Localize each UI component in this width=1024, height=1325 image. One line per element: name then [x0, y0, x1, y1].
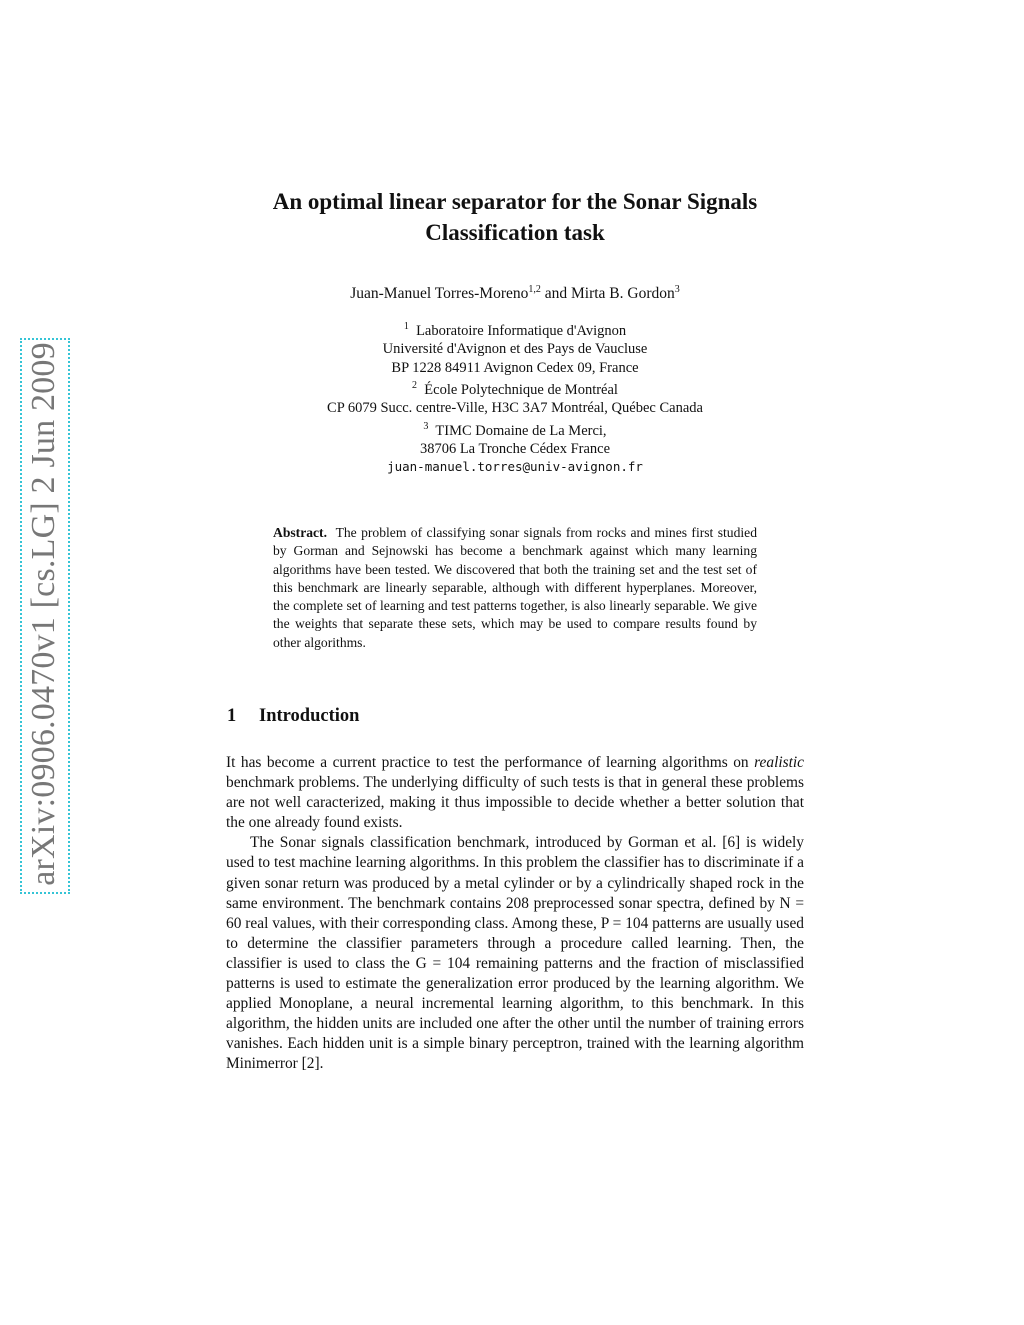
section-title: Introduction	[259, 706, 360, 726]
contact-email[interactable]: juan-manuel.torres@univ-avignon.fr	[387, 459, 643, 475]
author-1-affiliation-marker: 1,2	[528, 284, 541, 295]
affiliation-2-line-2: CP 6079 Succ. centre-Ville, H3C 3A7 Montréal, Québec Canada	[327, 400, 703, 417]
affiliation-1-name: Laboratoire Informatique d'Avignon	[416, 322, 627, 339]
section-number: 1	[227, 706, 237, 726]
abstract-text: The problem of classifying sonar signals from rocks and mines first studied by Gorman and Sejnowski has become a benchmark against which many learning algorithms have been tested. We discovered that both the training set and the test set of this benchmark are linearly separable, although with different hyperplanes. Moreover, the complete set of learning and test patterns together, is also linearly separable. We give the weights that separate these sets, which may be used to compare results found by other algorithms.	[273, 525, 758, 650]
affiliation-2-name: École Polytechnique de Montréal	[424, 381, 618, 398]
affiliation-3-marker: 3	[423, 420, 429, 432]
abstract-label: Abstract.	[273, 525, 327, 540]
body-text	[226, 753, 804, 1075]
affiliations	[200, 318, 830, 477]
arxiv-stamp[interactable]	[20, 338, 70, 894]
paragraph-1-emphasis: realistic	[754, 754, 804, 771]
affiliation-2-marker: 2	[412, 380, 418, 392]
author-2-affiliation-marker: 3	[674, 284, 680, 295]
author-1: Juan-Manuel Torres-Moreno	[350, 285, 529, 303]
title-line-1: An optimal linear separator for the Sonar Signals	[272, 189, 758, 214]
paragraph-1	[226, 753, 804, 833]
affiliation-2-name-line	[200, 377, 830, 399]
affiliation-3-name-line	[200, 418, 830, 440]
affiliation-1-marker: 1	[403, 321, 409, 332]
affiliation-1-name-line	[200, 318, 830, 340]
affiliation-3-name: TIMC Domaine de La Merci,	[435, 422, 607, 439]
arxiv-stamp-text[interactable]: arXiv:0906.0470v1 [cs.LG] 2 Jun 2009	[25, 342, 62, 886]
title-line-2: Classification task	[425, 220, 605, 245]
author-list	[200, 284, 830, 303]
affiliation-1-line-2: Université d'Avignon et des Pays de Vaucluse	[382, 341, 648, 358]
paragraph-1-start: It has become a current practice to test the performance of learning algorithms on	[226, 754, 755, 771]
section-heading	[227, 706, 359, 727]
author-connector: and	[540, 285, 571, 303]
abstract	[273, 524, 757, 652]
paper-title	[200, 186, 830, 248]
author-2: Mirta B. Gordon	[571, 285, 675, 303]
paragraph-1-end: benchmark problems. The underlying difficulty of such tests is that in general these problems are not well caracterized, making it thus impossible to decide whether a better solution that the one already found exists.	[226, 774, 804, 832]
paragraph-2: The Sonar signals classification benchmark, introduced by Gorman et al. [6] is widely used to test machine learning algorithms. In this problem the classifier has to discriminate if a given sonar return was produced by a metal cylinder or by a cylindrically shaped rock in the same environment. The benchmark contains 208 preprocessed sonar spectra, defined by N = 60 real values, with their corresponding class. Among these, P = 104 patterns are usually used to determine the classifier parameters through a procedure called learning. Then, the classifier is used to class the G = 104 remaining patterns and the fraction of misclassified patterns is used to estimate the generalization error produced by the learning algorithm. We applied Monoplane, a neural incremental learning algorithm, to this benchmark. In this algorithm, the hidden units are included one after the other until the number of training errors vanishes. Each hidden unit is a simple binary perceptron, trained with the learning algorithm Minimerror [2].	[226, 834, 804, 1073]
affiliation-1-line-3: BP 1228 84911 Avignon Cedex 09, France	[391, 359, 639, 376]
affiliation-3-line-2: 38706 La Tronche Cédex France	[419, 440, 611, 457]
